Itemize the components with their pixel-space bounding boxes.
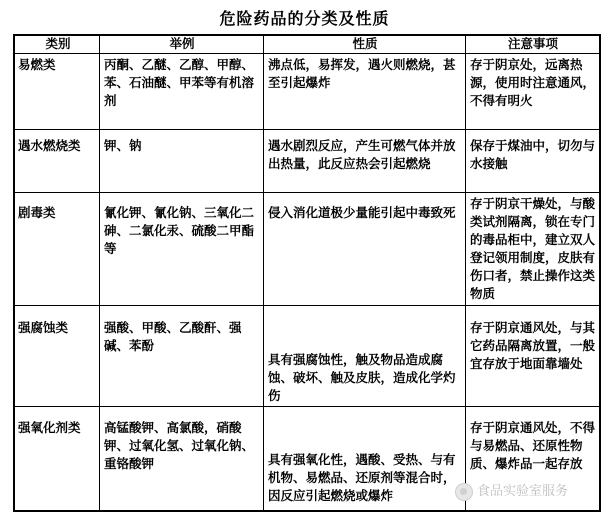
row-4-properties: 具有强腐蚀性，触及物品造成腐蚀、破坏、触及皮肤，造成化学灼伤 <box>268 352 456 403</box>
row-divider <box>13 406 600 407</box>
row-5-examples: 高锰酸钾、高氯酸，硝酸钾、过氧化氢、过氧化钠、重铬酸钾 <box>104 420 255 471</box>
row-3-category: 剧毒类 <box>18 205 56 220</box>
row-2-category: 遇水燃烧类 <box>18 138 81 153</box>
row-2-properties: 遇水剧烈反应，产生可燃气体并放出热量，此反应热会引起燃烧 <box>268 138 456 171</box>
row-divider <box>13 305 600 306</box>
row-divider <box>13 129 600 130</box>
row-3-properties: 侵入消化道极少量能引起中毒致死 <box>268 205 456 220</box>
row-divider <box>13 192 600 193</box>
column-divider <box>263 34 264 512</box>
header-category: 类别 <box>45 36 71 51</box>
row-3-notes: 存于阴京干燥处，与酸类试剂隔离，锁在专门的毒品柜中，建立双人登记领用制度，皮肤有伤口者，禁止操作这类物质 <box>470 196 596 301</box>
watermark-text: 食品实验室服务 <box>477 484 569 499</box>
row-4-notes: 存于阴京通风处，与其它药品隔离放置，一般宜存放于地面靠墙处 <box>470 320 596 371</box>
row-2-notes: 保存于煤油中，切勿与水接触 <box>470 138 596 171</box>
row-5-category: 强氧化剂类 <box>18 420 81 435</box>
header-properties: 性质 <box>352 36 378 51</box>
row-4-examples: 强酸、甲酸、乙酸酐、强碱、苯酚 <box>104 320 242 353</box>
watermark <box>455 481 605 503</box>
row-1-properties: 沸点低，易挥发，遇火则燃烧，甚至引起爆炸 <box>268 57 456 90</box>
header-examples: 举例 <box>169 36 195 51</box>
table-left-border <box>13 34 15 512</box>
header-notes: 注意事项 <box>507 36 558 51</box>
row-5-notes: 存于阴京通风处，不得与易燃品、还原性物质、爆炸品一起存放 <box>470 420 596 471</box>
table-right-border <box>599 34 601 512</box>
table-bottom-border <box>13 510 600 512</box>
row-1-category: 易燃类 <box>18 57 56 72</box>
page-title: 危险药品的分类及性质 <box>219 9 390 28</box>
wechat-icon <box>455 483 473 501</box>
row-2-examples: 钾、钠 <box>104 138 142 153</box>
column-divider <box>99 34 100 512</box>
row-5-properties: 具有强氧化性，遇酸、受热、与有机物、易燃品、还原剂等混合时，因反应引起燃烧或爆炸 <box>268 452 456 503</box>
row-1-notes: 存于阴京处，远离热源，使用时注意通风，不得有明火 <box>470 57 596 108</box>
row-4-category: 强腐蚀类 <box>18 320 69 335</box>
header-divider <box>13 53 600 54</box>
row-3-examples: 氰化钾、氰化钠、三氧化二砷、二氯化汞、硫酸二甲酯等 <box>104 205 255 256</box>
row-1-examples: 丙酮、乙醚、乙醇、甲醇、苯、石油醚、甲苯等有机溶剂 <box>104 57 255 108</box>
column-divider <box>465 34 466 512</box>
